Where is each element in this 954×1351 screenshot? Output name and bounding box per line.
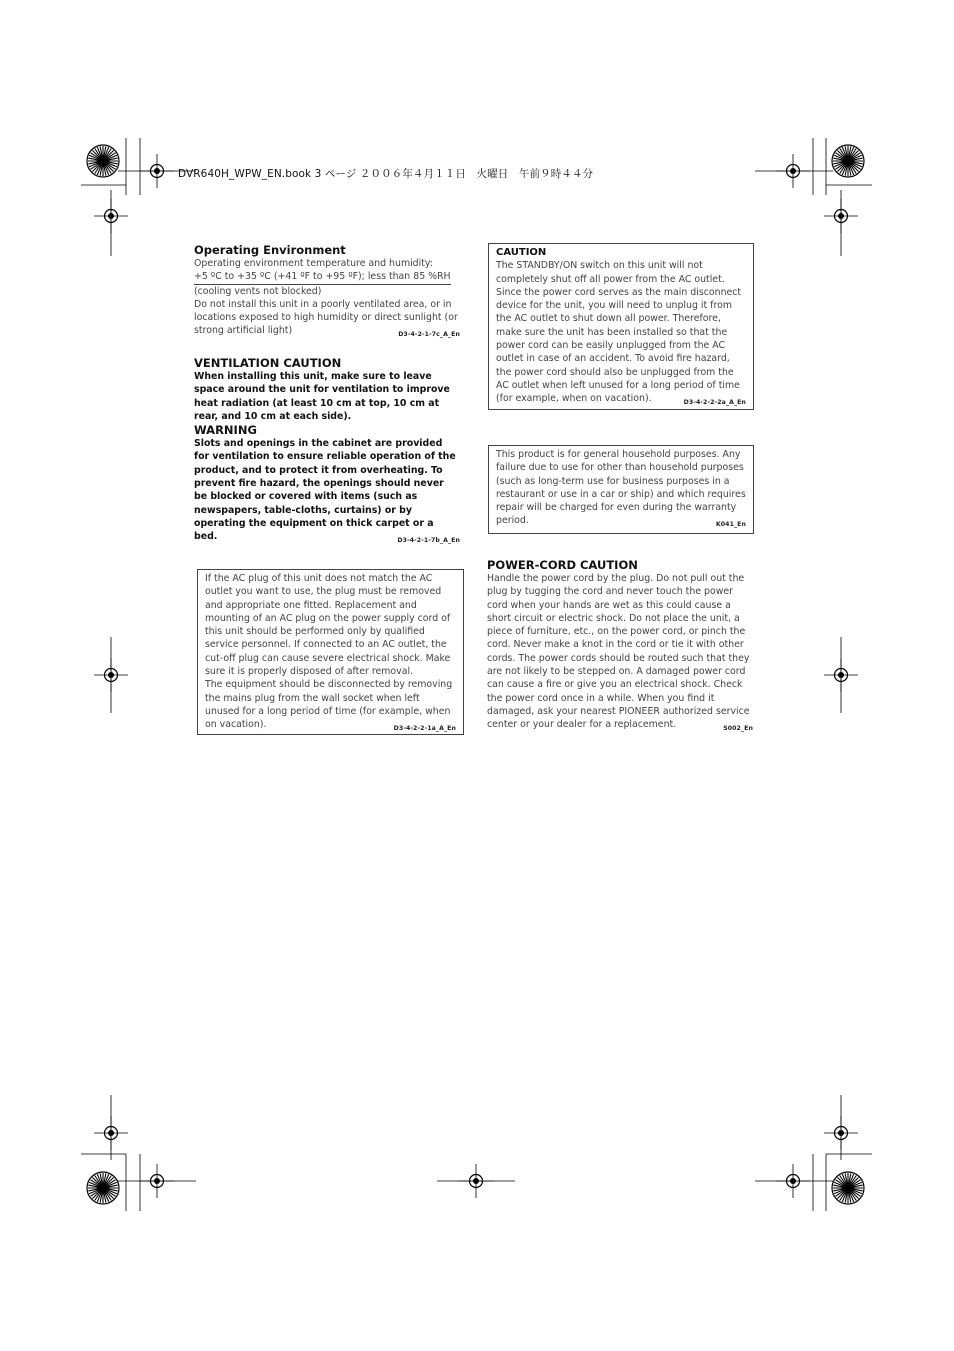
power-cord-title: POWER-CORD CAUTION: [487, 558, 638, 572]
operating-environment-code: D3-4-2-1-7c_A_En: [398, 331, 460, 339]
ventilation-title: VENTILATION CAUTION: [194, 356, 342, 370]
warning-body: Slots and openings in the cabinet are provided for ventilation to ensure reliable operation of the product, and to protect it from overheating. To prevent fire hazard, the openings should never be blocked or covered with items (such as newspapers, table-cloths, curtains) or by operating the equipment on thick carpet or a bed.: [194, 438, 456, 543]
ac-plug-box: [197, 569, 464, 735]
ac-plug-body1: If the AC plug of this unit does not match the AC outlet you want to use, the plug must be removed and appropriate one fitted. Replacement and mounting of an AC plug on the power supply cord of this unit should be performed only by qualified service personnel. If connected to an AC outlet, the cut-off plug can cause severe electrical shock. Make sure it is properly disposed of after removal.: [205, 573, 451, 678]
operating-environment-section: [194, 243, 460, 342]
power-cord-section: [487, 558, 753, 736]
household-body: This product is for general household purposes. Any failure due to use for other than household purposes (such as long-term use for business purposes in a restaurant or use in a car or ship) and which requires repair will be charged for even during the warranty period.: [496, 449, 746, 527]
ventilation-section: [194, 356, 460, 548]
household-box: [488, 445, 754, 534]
ac-plug-body2: The equipment should be disconnected by removing the mains plug from the wall socket when left unused for a long period of time (for example, when on vacation).: [205, 679, 453, 731]
caution-title: CAUTION: [496, 247, 547, 258]
caution-code: D3-4-2-2-2a_A_En: [683, 399, 746, 407]
warning-title: WARNING: [194, 423, 257, 438]
warning-code: D3-4-2-1-7b_A_En: [397, 537, 460, 545]
caution-box: [488, 243, 754, 410]
operating-environment-line3: (cooling vents not blocked): [194, 285, 322, 297]
power-cord-code: S002_En: [723, 725, 753, 733]
ventilation-body: When installing this unit, make sure to leave space around the unit for ventilation to improve heat radiation (at least 10 cm at top, 10 cm at rear, and 10 cm at each side).: [194, 371, 450, 422]
caution-body: The STANDBY/ON switch on this unit will not completely shut off all power from the AC outlet. Since the power cord serves as the main disconnect device for the unit, you will need to unplug it from the AC outlet to shut down all power. Therefore, make sure the unit has been installed so that the power cord can be easily unplugged from the AC outlet in case of an accident. To avoid fire hazard, the power cord should also be unplugged from the AC outlet when left unused for a long period of time (for example, when on vacation).: [496, 260, 742, 405]
file-header: DVR640H_WPW_EN.book 3 ページ ２００６年４月１１日 火曜日 午前９時４４分: [178, 168, 594, 180]
household-code: K041_En: [715, 521, 746, 529]
operating-environment-title: Operating Environment: [194, 243, 346, 257]
operating-environment-line1: Operating environment temperature and humidity:: [194, 258, 433, 269]
operating-environment-range: +5 ºC to +35 ºC (+41 ºF to +95 ºF); less than 85 %RH: [194, 270, 451, 284]
operating-environment-body: Do not install this unit in a poorly ventilated area, or in locations exposed to high humidity or direct sunlight (or strong artificial light): [194, 298, 458, 337]
power-cord-body: Handle the power cord by the plug. Do not pull out the plug by tugging the cord and never touch the power cord when your hands are wet as this could cause a short circuit or electric shock. Do not place the unit, a piece of furniture, etc., on the power cord, or pinch the cord. Never make a knot in the cord or tie it with other cords. The power cords should be routed such that they are not likely to be stepped on. A damaged power cord can cause a fire or give you an electrical shock. Check the power cord once in a while. When you find it damaged, ask your nearest PIONEER authorized service center or your dealer for a replacement.: [487, 573, 750, 731]
ac-plug-code: D3-4-2-2-1a_A_En: [393, 725, 456, 733]
